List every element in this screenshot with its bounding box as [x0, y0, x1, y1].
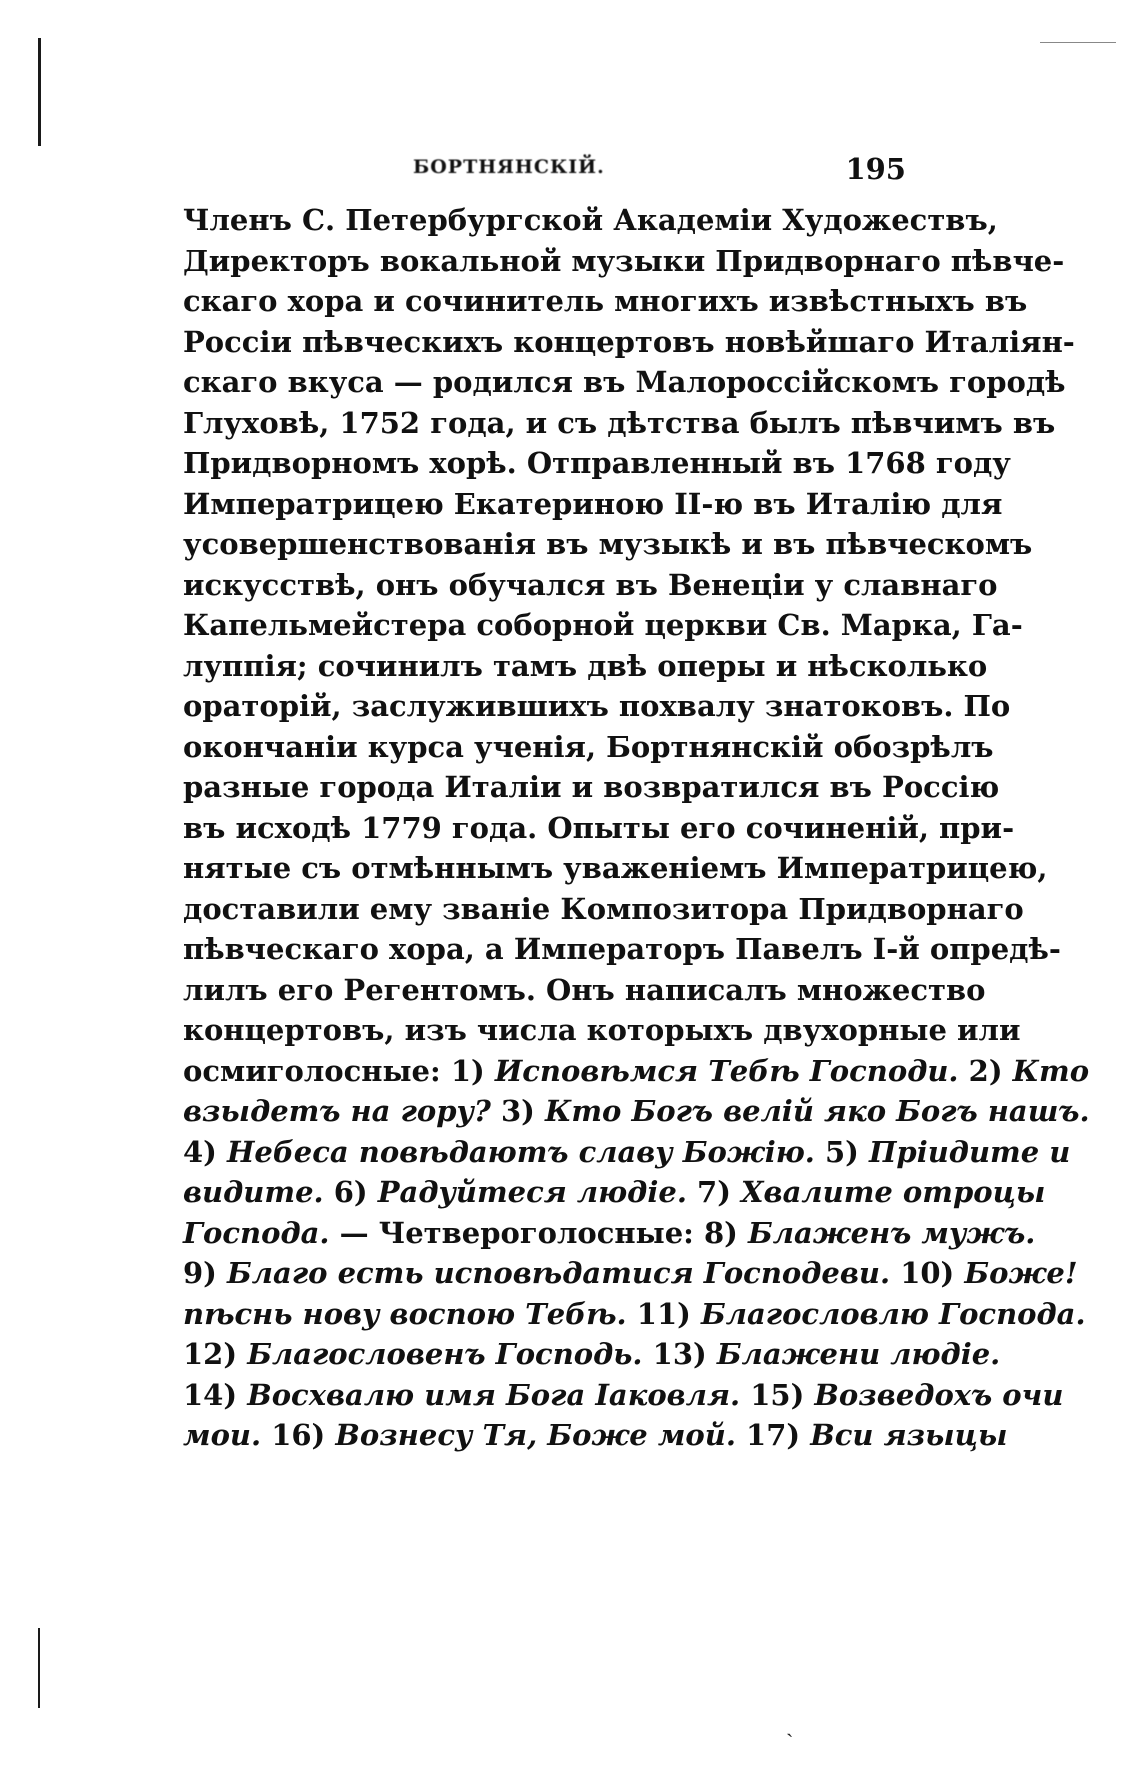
text-line: нятые съ отмѣннымъ уваженіемъ Императрицею,	[183, 851, 1048, 885]
list-title: Благословенъ Господь.	[247, 1337, 643, 1371]
text-line: Членъ С. Петербургской Академіи Художествъ,	[183, 203, 998, 237]
text-line	[183, 1415, 1008, 1456]
list-number: 15)	[750, 1377, 805, 1412]
list-title: Блажени людіе.	[716, 1337, 1001, 1371]
text-line: луппія; сочинилъ тамъ двѣ оперы и нѣсколько	[183, 648, 988, 683]
text-line: скаго вкуса — родился въ Малороссійскомъ городѣ	[183, 365, 1066, 399]
list-number: 3)	[500, 1094, 535, 1128]
text-line: Придворномъ хорѣ. Отправленный въ 1768 году	[183, 446, 1011, 480]
list-title-part: Возведохъ очи	[814, 1377, 1064, 1412]
list-number: 6)	[333, 1175, 368, 1209]
list-title: Благословлю Господа.	[700, 1296, 1086, 1331]
list-title: Небеса повѣдаютъ славу Божію.	[227, 1134, 815, 1169]
catchword-mark: ˏ	[786, 1713, 794, 1738]
text-line: доставили ему званіе Композитора Придворнаго	[183, 891, 1024, 926]
page-number: 195	[845, 152, 906, 186]
text-line	[183, 1051, 1090, 1092]
text-line: концертовъ, изъ числа которыхъ двухорные или	[183, 1013, 1021, 1047]
list-number: 14)	[183, 1377, 238, 1412]
list-number: 8)	[703, 1215, 738, 1250]
scan-edge-mark-bottom-left	[38, 1628, 40, 1708]
text-line: искусствѣ, онъ обучался въ Венеціи у славнаго	[183, 567, 998, 602]
text-line	[183, 1294, 1086, 1335]
scan-edge-mark-top-left	[38, 38, 41, 146]
text-fragment: осмиголосные:	[183, 1053, 441, 1088]
list-title: Исповѣмся Тебѣ Господи.	[494, 1053, 959, 1088]
list-title-part: Кто	[1012, 1053, 1090, 1088]
list-title: Кто Богъ велій яко Богъ нашъ.	[544, 1094, 1090, 1128]
list-number: 10)	[900, 1256, 955, 1290]
list-number: 13)	[652, 1337, 707, 1371]
text-line: Глуховѣ, 1752 года, и съ дѣтства былъ пѣвчимъ въ	[183, 405, 1056, 440]
text-line: лилъ его Регентомъ. Онъ написалъ множество	[183, 972, 986, 1007]
list-number: 11)	[636, 1296, 691, 1331]
dash: —	[339, 1215, 369, 1250]
list-number: 16)	[271, 1418, 326, 1452]
list-title: Вси языцы	[810, 1418, 1008, 1452]
text-line	[183, 1091, 1090, 1132]
running-head	[183, 152, 906, 192]
list-number: 2)	[968, 1053, 1003, 1088]
text-line: Россіи пѣвческихъ концертовъ новѣйшаго Италіян-	[183, 324, 1075, 359]
text-line: въ исходѣ 1779 года. Опыты его сочиненій, при-	[183, 810, 1015, 845]
text-line	[183, 1334, 1001, 1375]
list-title: Восхвалю имя Бога Іаковля.	[247, 1377, 741, 1412]
text-line	[183, 1213, 1036, 1254]
text-line	[183, 1132, 1071, 1173]
list-number: 9)	[183, 1256, 217, 1290]
scan-edge-mark-top-right	[1040, 42, 1116, 43]
text-line: разные города Италіи и возвратился въ Россію	[183, 770, 1000, 804]
text-line: пѣвческаго хора, а Императоръ Павелъ І-й опредѣ-	[183, 932, 1061, 966]
text-line: Капельмейстера соборной церкви Св. Марка, Га-	[183, 608, 1023, 642]
running-title: БОРТНЯНСКІЙ.	[413, 156, 605, 178]
list-title: Радуйтеся людіе.	[377, 1175, 687, 1209]
body-text	[183, 200, 1090, 1456]
list-title: Вознесу Тя, Боже мой.	[335, 1418, 736, 1452]
text-line: усовершенствованія въ музыкѣ и въ пѣвческомъ	[183, 527, 1033, 561]
list-number: 5)	[825, 1134, 859, 1169]
list-title-part: взыдетъ на гору?	[183, 1094, 491, 1128]
text-line: Директоръ вокальной музыки Придворнаго пѣвче-	[183, 243, 1065, 278]
section-label: Четвероголосные:	[378, 1215, 694, 1250]
list-title-part: мои.	[183, 1418, 262, 1452]
list-title-part: Боже!	[964, 1256, 1078, 1290]
text-line: скаго хора и сочинитель многихъ извѣстныхъ въ	[183, 284, 1028, 318]
list-number: 17)	[746, 1418, 801, 1452]
list-number: 1)	[450, 1053, 485, 1088]
text-line: Императрицею Екатериною II-ю въ Италію для	[183, 486, 1003, 521]
text-line	[183, 1253, 1078, 1294]
list-title-part: Хвалите отроцы	[741, 1175, 1046, 1209]
text-line: ораторій, заслужившихъ похвалу знатоковъ. По	[183, 689, 1011, 723]
list-title-part: Господа.	[183, 1215, 330, 1250]
text-line: окончаніи курса ученія, Бортнянскій обозрѣлъ	[183, 729, 994, 764]
list-title-part: видите.	[183, 1175, 324, 1209]
text-line	[183, 1172, 1046, 1213]
list-title: Благо есть исповѣдатися Господеви.	[227, 1256, 891, 1290]
list-title-part: пѣснь нову воспою Тебѣ.	[183, 1296, 627, 1331]
list-title: Блаженъ мужъ.	[748, 1215, 1036, 1250]
list-title-part: Пріидите и	[869, 1134, 1071, 1169]
text-line	[183, 1375, 1064, 1416]
list-number: 7)	[697, 1175, 731, 1209]
list-number: 4)	[183, 1134, 217, 1169]
list-number: 12)	[183, 1337, 238, 1371]
